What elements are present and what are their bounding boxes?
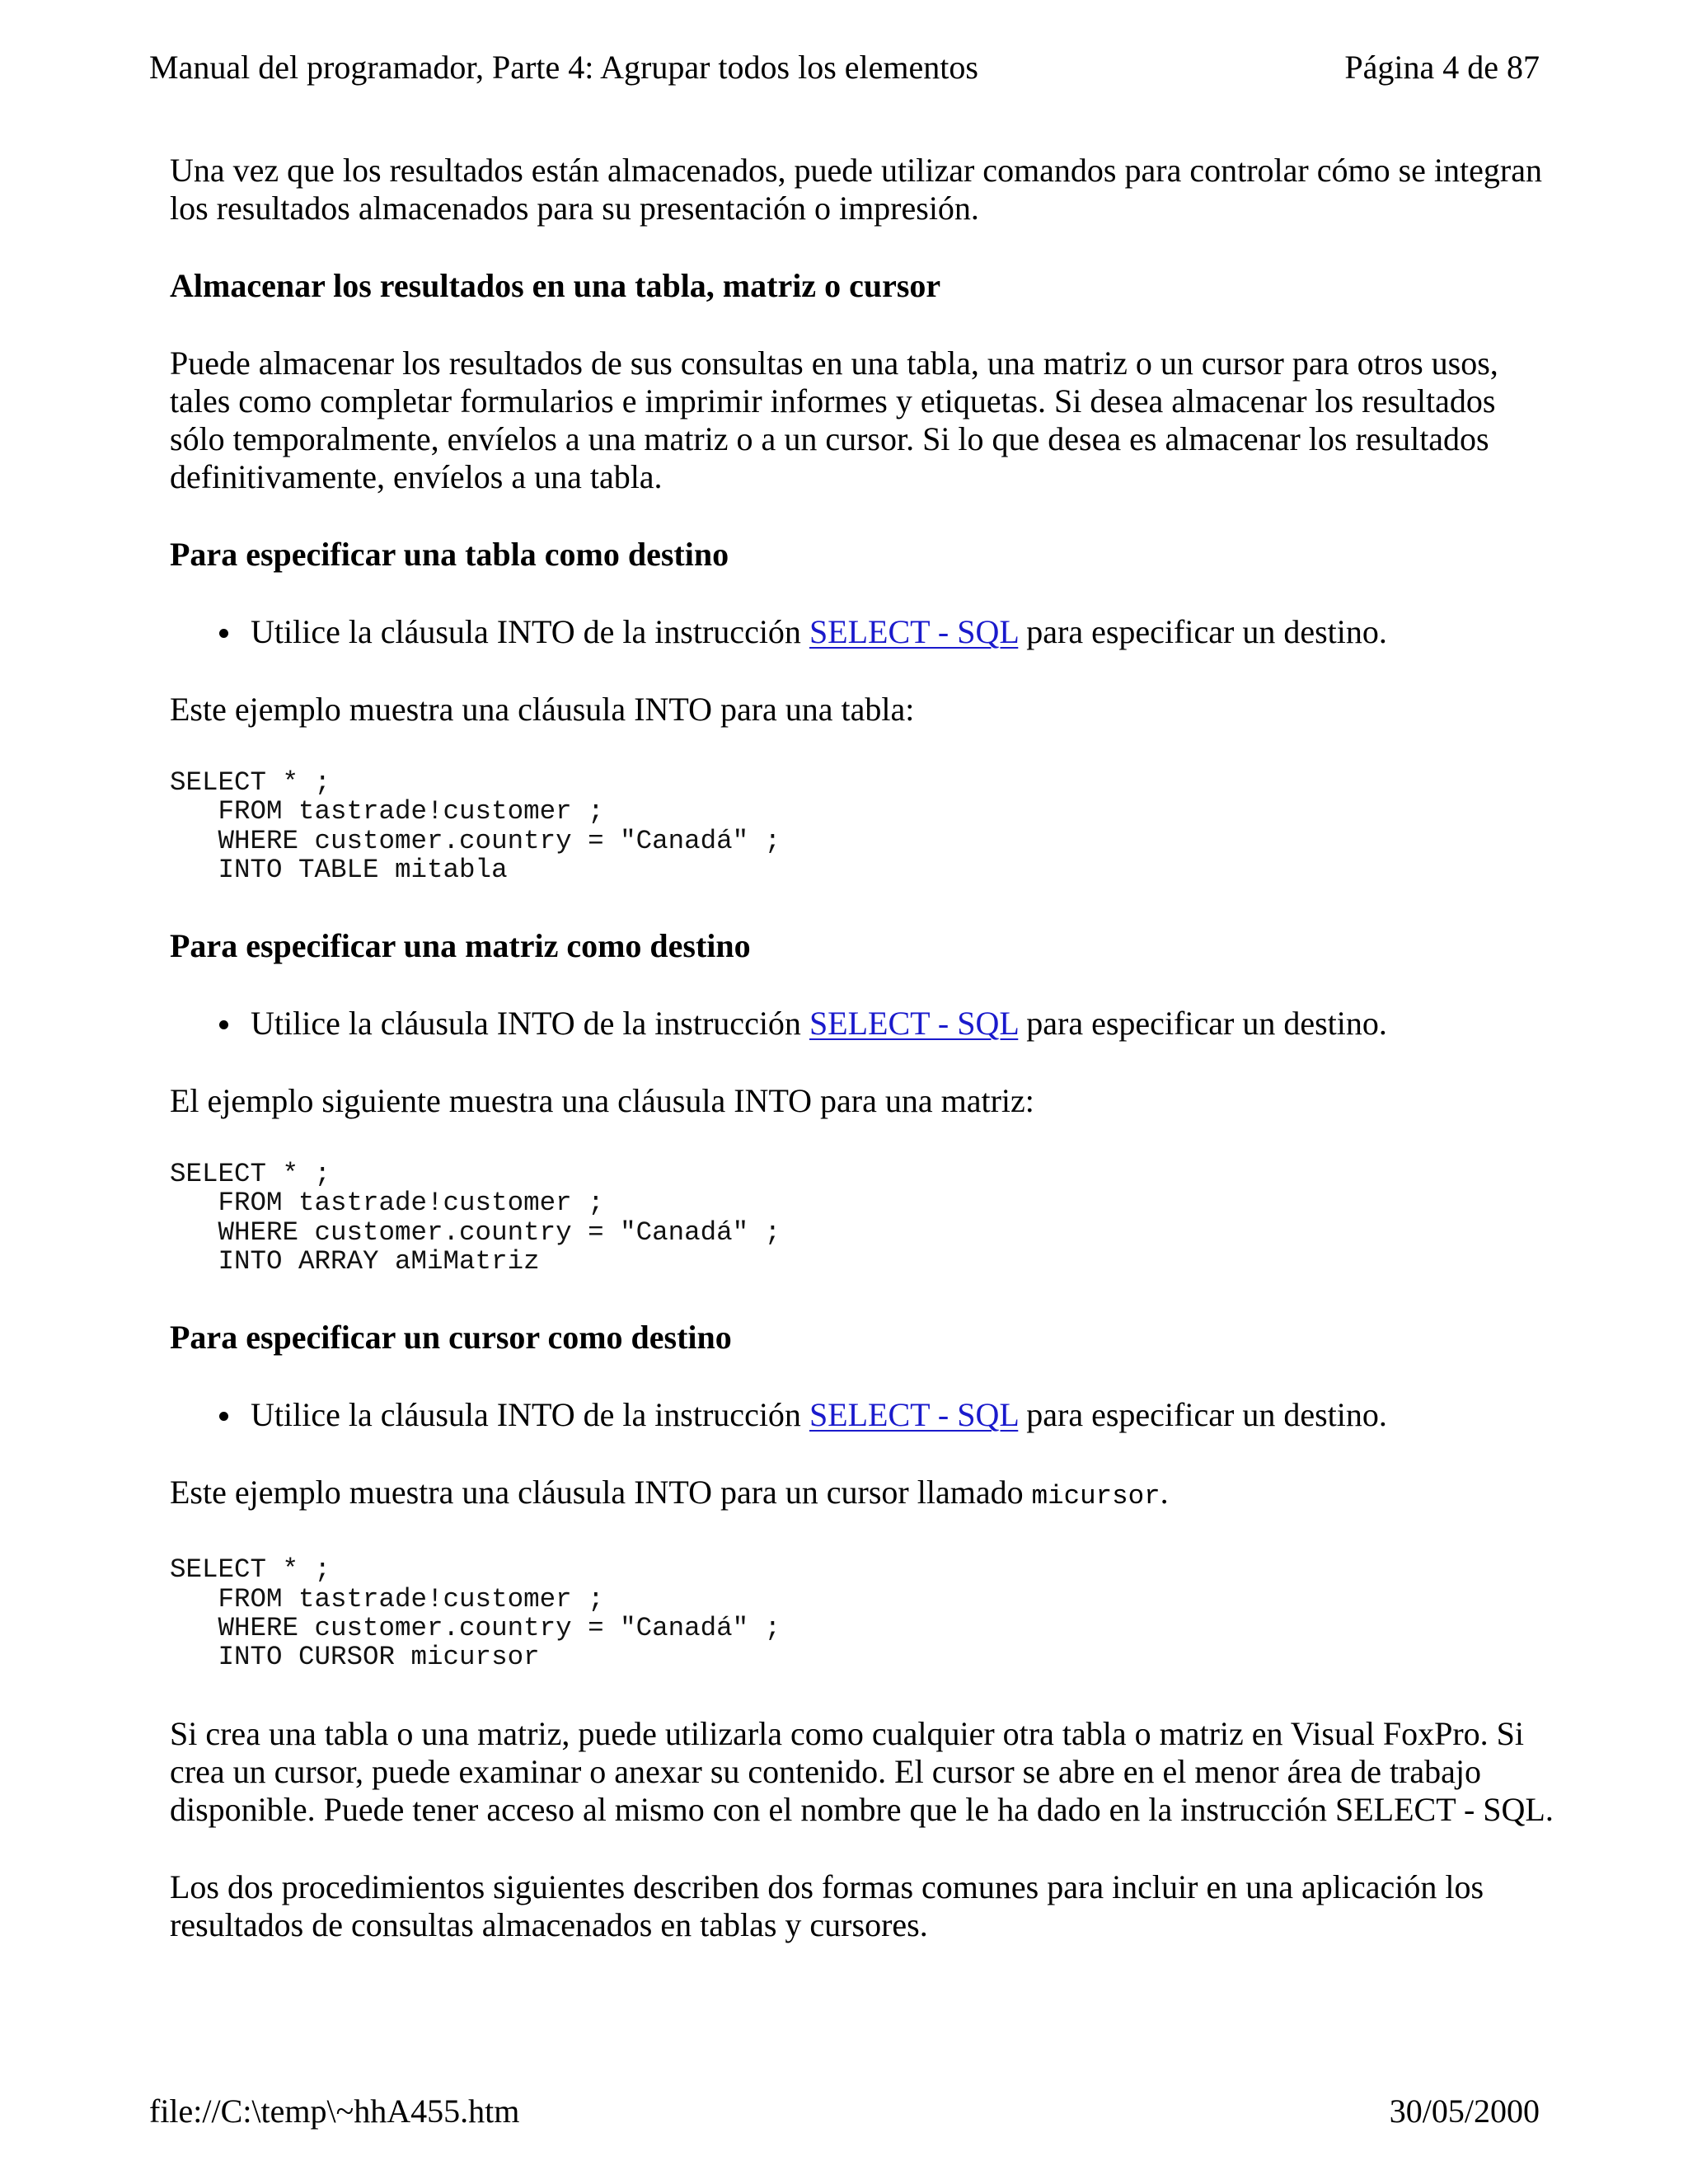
code-line: FROM tastrade!customer ; — [170, 796, 604, 827]
bullet-text-after: para especificar un destino. — [1018, 613, 1387, 650]
inline-code-cursor-name: micursor — [1031, 1481, 1160, 1512]
example-intro-table: Este ejemplo muestra una cláusula INTO para una tabla: — [170, 691, 915, 728]
document-body — [170, 152, 1554, 1984]
select-sql-link[interactable]: SELECT - SQL — [809, 1005, 1019, 1043]
file-path: file://C:\temp\~hhA455.htm — [149, 2093, 520, 2130]
code-line: SELECT * ; — [170, 1159, 331, 1190]
bullet-text-before: Utilice la cláusula INTO de la instrucción — [251, 613, 809, 650]
closing-paragraph-1: Si crea una tabla o una matriz, puede utilizarla como cualquier otra tabla o matriz en Visual FoxPro. Si crea un cursor, puede examinar o anexar su contenido. El cursor se abre en el menor área de trabajo disponible. Puede tener acceso al mismo con el nombre que le ha dado en la instrucción SELECT - SQL. — [170, 1714, 1554, 1828]
store-paragraph: Puede almacenar los resultados de sus consultas en una tabla, una matriz o un cursor para otros usos, tales como completar formularios e imprimir informes y etiquetas. Si desea almacenar los resultados sólo temporalmente, envíelos a una matriz o a un cursor. Si lo que desea es almacenar los resultados definitivamente, envíelos a una tabla. — [170, 344, 1498, 495]
code-block-array — [170, 1160, 1554, 1276]
document-title: Manual del programador, Parte 4: Agrupar todos los elementos — [149, 49, 978, 86]
section-heading-cursor: Para especificar un cursor como destino — [170, 1319, 732, 1357]
bullet-icon — [219, 1020, 228, 1029]
example-intro-cursor — [170, 1474, 1554, 1516]
section-heading-store: Almacenar los resultados en una tabla, matriz o cursor — [170, 267, 941, 304]
bullet-text-after: para especificar un destino. — [1018, 1005, 1387, 1043]
select-sql-link[interactable]: SELECT - SQL — [809, 613, 1019, 650]
bullet-list — [170, 613, 1554, 651]
page-header — [149, 48, 1540, 87]
bullet-text-before: Utilice la cláusula INTO de la instrucción — [251, 1396, 809, 1434]
list-item — [219, 613, 1554, 651]
select-sql-link[interactable]: SELECT - SQL — [809, 1396, 1019, 1434]
section-heading-array: Para especificar una matriz como destino — [170, 927, 751, 965]
closing-paragraph-2: Los dos procedimientos siguientes describen dos formas comunes para incluir en una aplicación los resultados de consultas almacenados en tablas y cursores. — [170, 1868, 1484, 1943]
code-line: FROM tastrade!customer ; — [170, 1188, 604, 1219]
bullet-icon — [219, 1412, 228, 1421]
section-heading-table: Para especificar una tabla como destino — [170, 536, 729, 573]
code-line: SELECT * ; — [170, 767, 331, 798]
code-line: WHERE customer.country = "Canadá" ; — [170, 825, 781, 856]
bullet-text-before: Utilice la cláusula INTO de la instrucción — [251, 1005, 809, 1043]
code-line: INTO TABLE mitabla — [170, 854, 508, 885]
list-item — [219, 1396, 1554, 1434]
code-block-cursor — [170, 1555, 1554, 1671]
bullet-icon — [219, 629, 228, 638]
code-line: WHERE customer.country = "Canadá" ; — [170, 1612, 781, 1643]
example-intro-array: El ejemplo siguiente muestra una cláusula INTO para una matriz: — [170, 1082, 1034, 1120]
code-line: INTO ARRAY aMiMatriz — [170, 1246, 540, 1277]
code-line: SELECT * ; — [170, 1554, 331, 1586]
print-date: 30/05/2000 — [1389, 2093, 1540, 2130]
bullet-list — [170, 1005, 1554, 1043]
code-line: FROM tastrade!customer ; — [170, 1583, 604, 1615]
code-block-table — [170, 768, 1554, 884]
page-footer — [149, 2092, 1540, 2131]
page-number: Página 4 de 87 — [1344, 49, 1540, 86]
code-line: INTO CURSOR micursor — [170, 1642, 540, 1673]
bullet-text-after: para especificar un destino. — [1018, 1396, 1387, 1434]
example-intro-text: Este ejemplo muestra una cláusula INTO para un cursor llamado — [170, 1474, 1032, 1511]
example-intro-end: . — [1160, 1474, 1169, 1511]
code-line: WHERE customer.country = "Canadá" ; — [170, 1216, 781, 1248]
list-item — [219, 1005, 1554, 1043]
bullet-list — [170, 1396, 1554, 1434]
intro-paragraph: Una vez que los resultados están almacenados, puede utilizar comandos para controlar cómo se integran los resultados almacenados para su presentación o impresión. — [170, 152, 1542, 227]
